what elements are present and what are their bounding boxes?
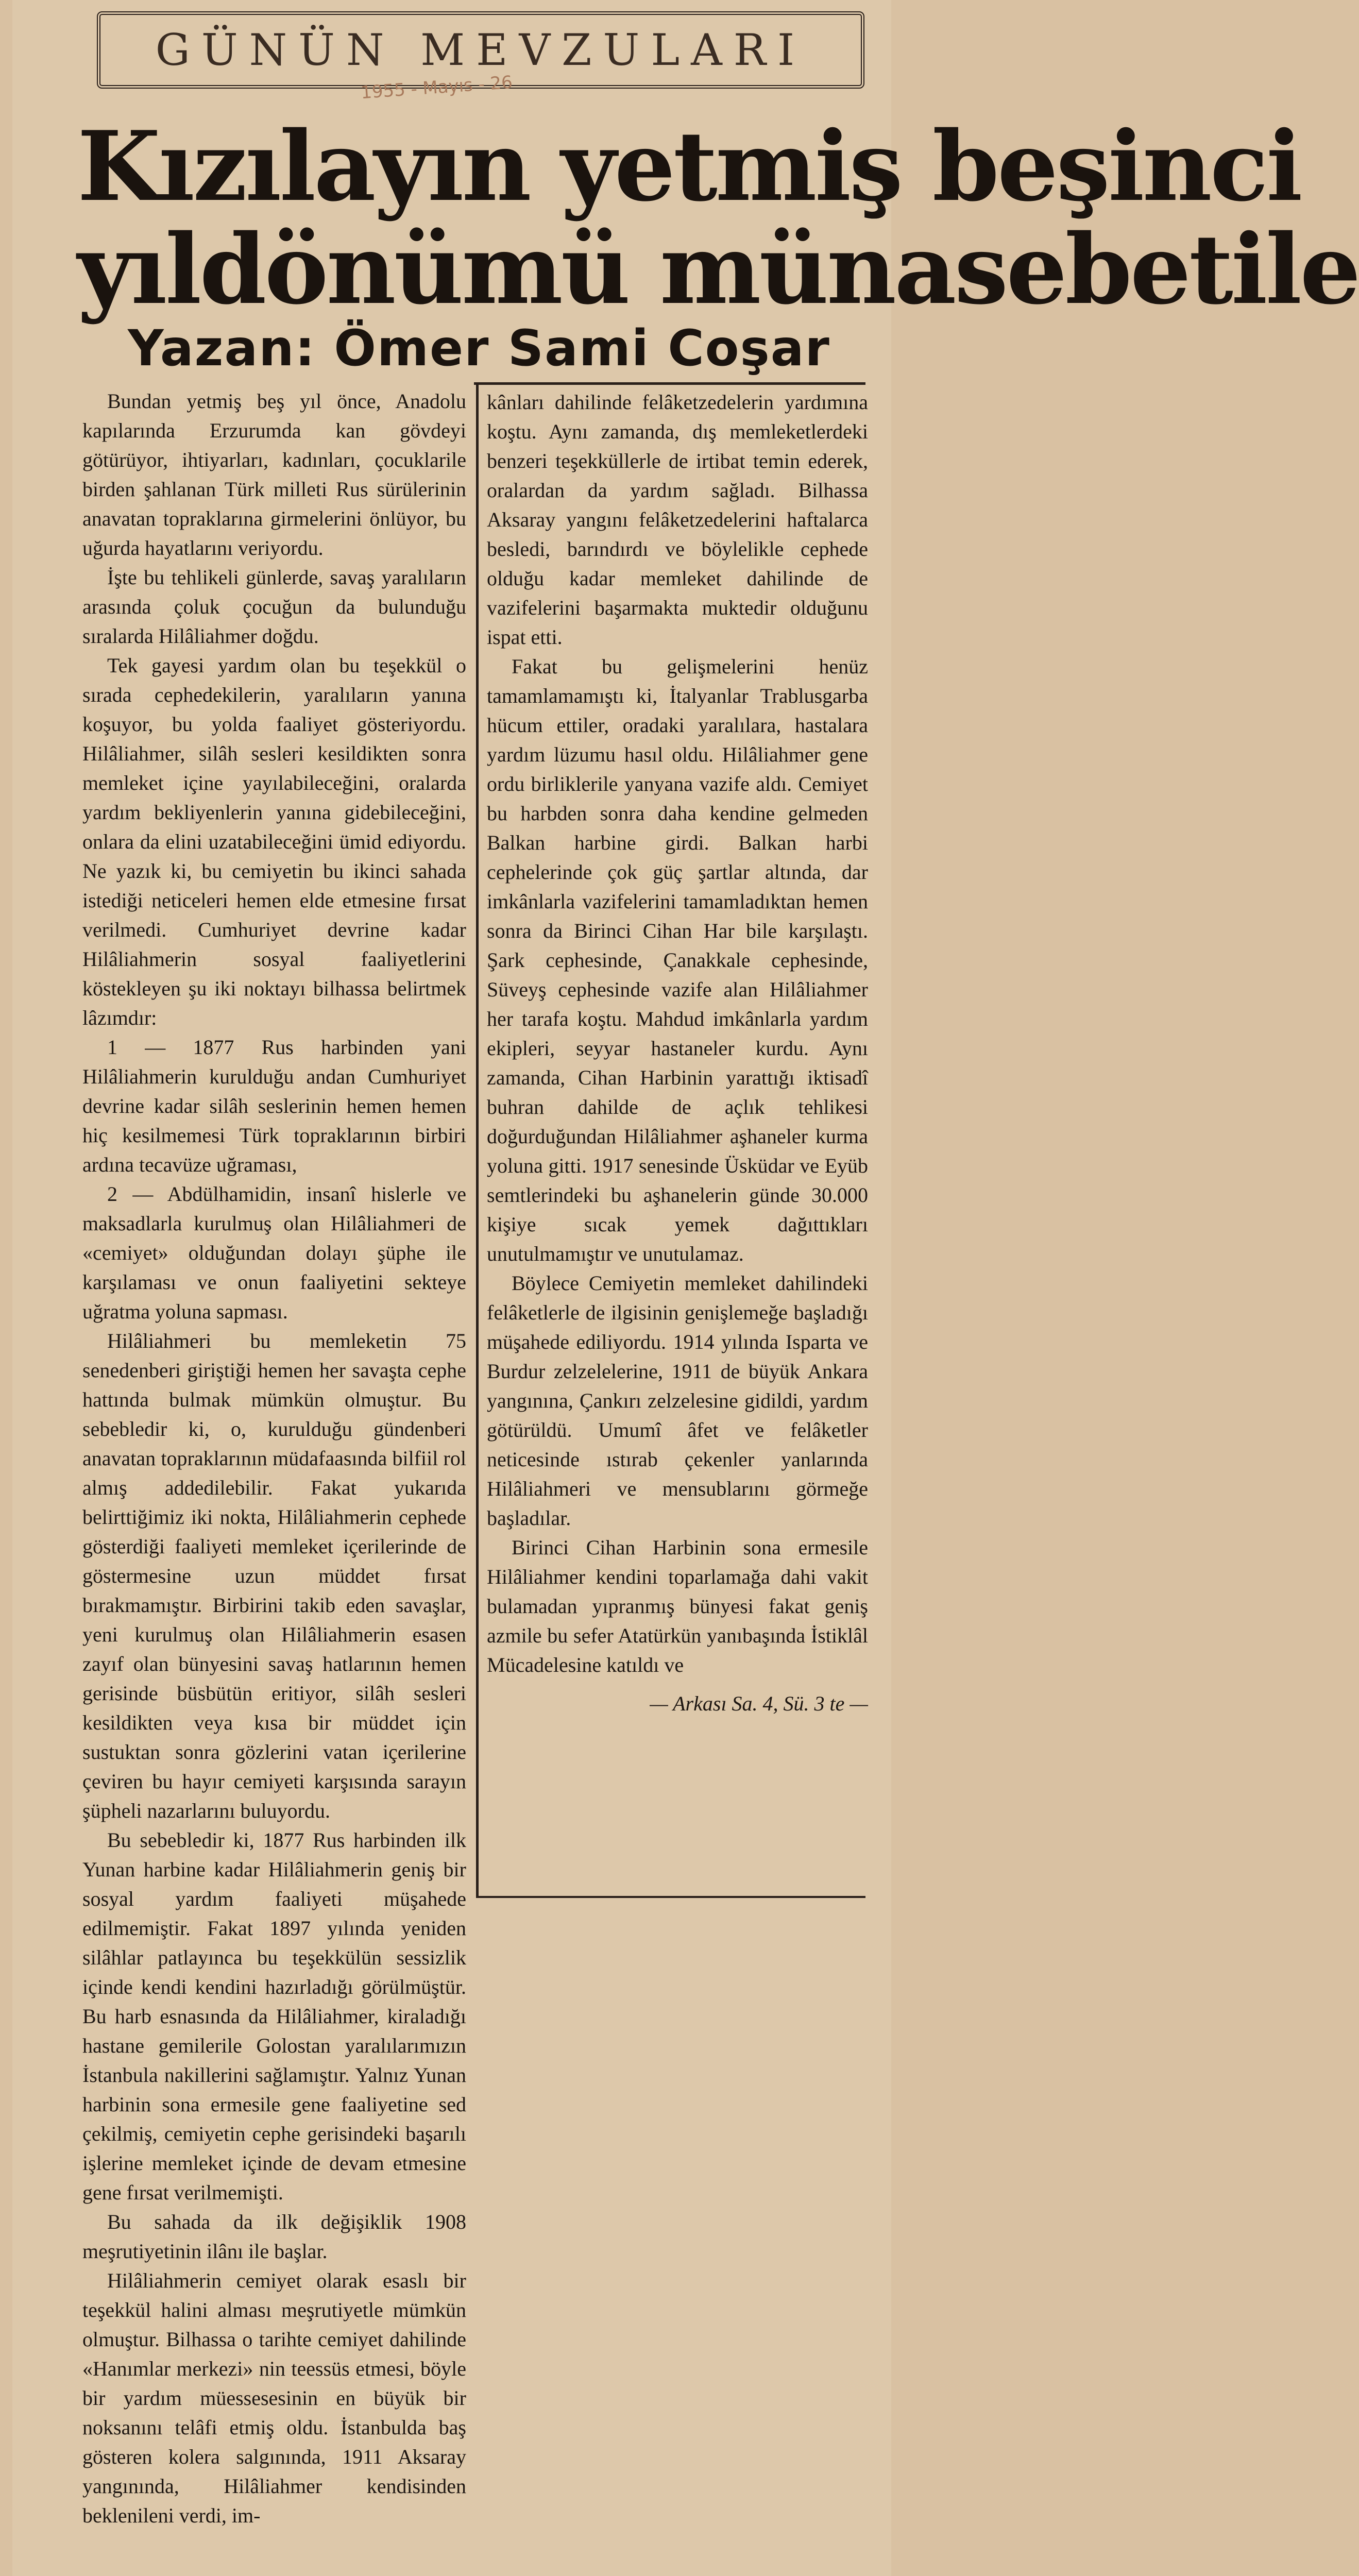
left-column — [82, 386, 466, 2530]
right-column — [487, 387, 868, 1718]
paragraph: Bundan yetmiş beş yıl önce, Anadolu kapılarında Erzurumda kan gövdeyi götürüyor, ihtiyarları, kadınları, çocuklarile birden şahlanan Türk milleti Rus sürülerinin anavatan topraklarına girmelerini önlüyor, bu uğurda hayatlarını veriyordu. — [82, 389, 466, 560]
byline: Yazan: Ömer Sami Coşar — [128, 319, 830, 377]
column-divider — [476, 382, 479, 1897]
headline-line-1: Kızılayın yetmiş beşinci — [77, 110, 1301, 223]
paragraph: Bu sebebledir ki, 1877 Rus harbinden ilk Yunan harbine kadar Hilâliahmerin geniş bir sosyal yardım faaliyeti müşahede edilmemiştir. Fakat 1897 yılında yeniden silâhlar patlayınca bu teşekkülün sessizlik içinde kendi kendini hazırladığı görülmüştür. Bu harb esnasında da Hilâliahmer, kiraladığı hastane gemilerile Golostan yaralılarımızın İstanbula nakillerini sağlamıştır. Yalnız Yunan harbinin sona ermesile gene faaliyetine sed çekilmiş, cemiyetin cephe gerisindeki başarılı işlerine memleket içinde de devam etmesine gene fırsat verilmemişti. — [82, 1828, 466, 2204]
section-title: GÜNÜN MEVZULARI — [155, 25, 806, 75]
column-bottom-rule — [476, 1896, 865, 1898]
paragraph: İşte bu tehlikeli günlerde, savaş yaralıların arasında çoluk çocuğun da bulunduğu sıralarda Hilâliahmer doğdu. — [82, 566, 466, 648]
column-top-rule — [474, 382, 865, 385]
headline-line-2: yıldönümü münasebetile — [77, 213, 1359, 326]
paragraph: 2 — Abdülhamidin, insanî hislerle ve maksadlarla kurulmuş olan Hilâliahmeri de «cemiyet» olduğundan dolayı şüphe ile karşılaması ve onun faaliyetini sekteye uğratma yoluna sapması. — [82, 1182, 466, 1323]
paragraph: Böylece Cemiyetin memleket dahilindeki felâketlerle de ilgisinin genişlemeğe başladığı müşahede ediliyordu. 1914 yılında Isparta ve Burdur zelzelelerine, 1911 de büyük Ankara yangınına, Çankırı zelzelesine gidildi, yardım götürüldü. Umumî âfet ve felâketler neticesinde ıstırab çekenler yanlarında Hilâliahmeri ve mensublarını görmeğe başladılar. — [487, 1272, 868, 1530]
paragraph: Bu sahada da ilk değişiklik 1908 meşrutiyetinin ilânı ile başlar. — [82, 2210, 466, 2263]
paragraph: 1 — 1877 Rus harbinden yani Hilâliahmerin kurulduğu andan Cumhuriyet devrine kadar silâh seslerinin hemen hemen hiç kesilmemesi Türk topraklarının birbiri ardına tecavüze uğraması, — [82, 1036, 466, 1176]
paragraph: Hilâliahmerin cemiyet olarak esaslı bir teşekkül halini alması meşrutiyetle mümkün olmuştur. Bilhassa o tarihte cemiyet dahilinde «Hanımlar merkezi» nin teessüs etmesi, böyle bir yardım müessesesinin en büyük bir noksanını telâfi etmiş oldu. İstanbulda baş gösteren kolera salgınında, 1911 Aksaray yangınında, Hilâliahmer kendisinden beklenileni verdi, im- — [82, 2269, 466, 2527]
paragraph: Tek gayesi yardım olan bu teşekkül o sırada cephedekilerin, yaralıların yanına koşuyor, bu yolda faaliyet gösteriyordu. Hilâliahmer, silâh sesleri kesildikten sonra memleket içine yayılabileceğini, oralarda yardım bekliyenlerin yanına gidebileceğini, onlara da elini uzatabileceğini ümid ediyordu. Ne yazık ki, bu cemiyetin bu ikinci sahada istediği neticeleri hemen elde etmesine fırsat verilmedi. Cumhuriyet devrine kadar Hilâliahmerin sosyal faaliyetlerini köstekleyen şu iki noktayı bilhassa belirtmek lâzımdır: — [82, 654, 466, 1029]
paragraph: kânları dahilinde felâketzedelerin yardımına koştu. Aynı zamanda, dış memleketlerdeki benzeri teşekküllerle de irtibat temin ederek, oralardan da yardım sağladı. Bilhassa Aksaray yangını felâketzedelerini haftalarca besledi, barındırdı ve böylelikle cephede olduğu kadar memleket dahilinde de vazifelerini başarmakta muktedir olduğunu ispat etti. — [487, 391, 868, 649]
paragraph: Fakat bu gelişmelerini henüz tamamlamamıştı ki, İtalyanlar Trablusgarba hücum ettiler, oradaki yaralılara, hastalara yardım lüzumu hasıl oldu. Hilâliahmer gene ordu birliklerile yanyana vazife aldı. Cemiyet bu harbden sonra daha kendine gelmeden Balkan harbine girdi. Balkan harbi cephelerinde çok güç şartlar altında, dar imkânlarla vazifelerini tamamladıktan hemen sonra da Birinci Cihan Har bile karşılaştı. Şark cephesinde, Çanakkale cephesinde, Süveyş cephesinde vazife alan Hilâliahmer her tarafa koştu. Mahdud imkânlarla yardım ekipleri, seyyar hastaneler kurdu. Aynı zamanda, Cihan Harbinin yarattığı iktisadî buhran dahilde de açlık tehlikesi doğurduğundan Hilâliahmer aşhaneler kurma yoluna gitti. 1917 senesinde Üsküdar ve Eyüb semtlerindeki bu aşhanelerin günde 30.000 kişiye sıcak yemek dağıttıkları unutulmamıştır ve unutulamaz. — [487, 655, 868, 1265]
handwritten-date-note: 1955 - Mayıs - 26 — [360, 72, 514, 104]
paragraph: Hilâliahmeri bu memleketin 75 senedenberi giriştiği hemen her savaşta cephe hattında bulmak mümkün olmuştur. Bu sebebledir ki, o, kurulduğu gündenberi anavatan topraklarının müdafaasında bilfiil rol almış addedilebilir. Fakat yukarıda belirttiğimiz iki nokta, Hilâliahmerin cephede gösterdiği faaliyeti memleket içerilerinde de göstermesine uzun müddet fırsat bırakmamıştır. Birbirini takib eden savaşlar, yeni kurulmuş olan Hilâliahmerin esasen zayıf olan bünyesini savaş hatlarının hemen gerisinde büsbütün eritiyor, silâh sesleri kesildikten veya kısa bir müddet için sustuktan sonra gözlerini vatan içerilerine çeviren bu hayır cemiyeti karşısında sarayın şüpheli nazarlarını buluyordu. — [82, 1329, 466, 1822]
paragraph: Birinci Cihan Harbinin sona ermesile Hilâliahmer kendini toparlamağa dahi vakit bulamadan yıpranmış bünyesi fakat geniş azmile bu sefer Atatürkün yanıbaşında İstiklâl Mücadelesine katıldı ve — [487, 1536, 868, 1676]
continued-note: — Arkası Sa. 4, Sü. 3 te — — [650, 1692, 868, 1715]
